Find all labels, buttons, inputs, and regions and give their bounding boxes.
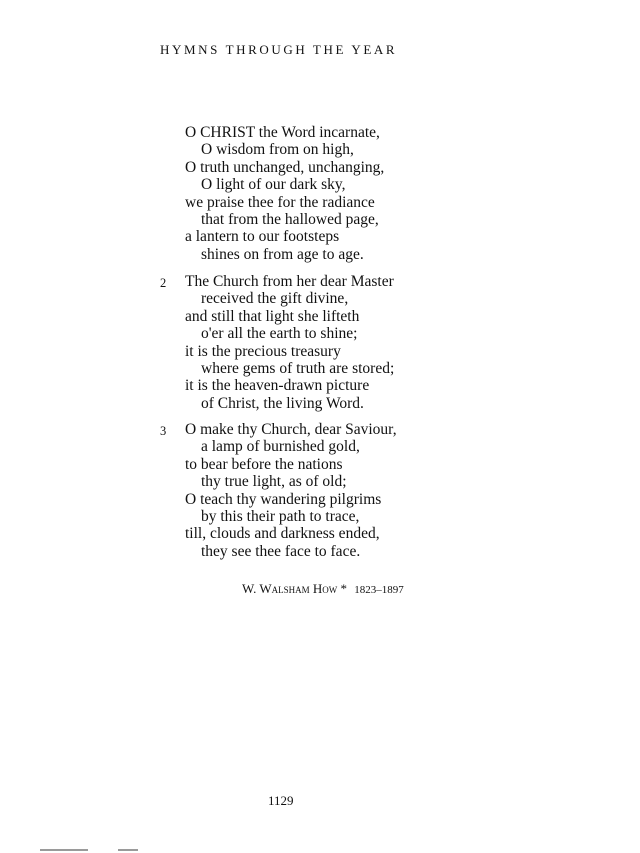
stanza-1	[185, 124, 384, 263]
verse-line: to bear before the nations	[185, 455, 343, 473]
verse-line: O wisdom from on high,	[201, 141, 354, 159]
verse-line: where gems of truth are stored;	[201, 359, 395, 377]
hymn-attribution	[242, 581, 404, 597]
verse-line: they see thee face to face.	[201, 542, 361, 560]
verse-line: shines on from age to age.	[201, 245, 364, 263]
verse-line: O light of our dark sky,	[201, 176, 346, 194]
verse-line: that from the hallowed page,	[201, 210, 379, 228]
verse-line: O teach thy wandering pilgrims	[185, 490, 382, 508]
verse-line: we praise thee for the radiance	[185, 193, 375, 211]
verse-line: a lamp of burnished gold,	[201, 438, 360, 456]
scan-edge-mark	[118, 849, 138, 851]
verse-line: O truth unchanged, unchanging,	[185, 158, 385, 176]
verse-line: O make thy Church, dear Saviour,	[185, 421, 397, 438]
verse-line: and still that light she lifteth	[185, 307, 360, 325]
running-header: HYMNS THROUGH THE YEAR	[160, 42, 398, 57]
author-name: W. Walsham How	[242, 581, 338, 596]
verse-line: received the gift divine,	[201, 290, 349, 308]
verse-line: a lantern to our footsteps	[185, 228, 340, 246]
verse-line: thy true light, as of old;	[201, 473, 347, 491]
verse-line: of Christ, the living Word.	[201, 394, 364, 412]
verse-line: it is the precious treasury	[185, 342, 341, 360]
author-dates: 1823–1897	[354, 584, 404, 596]
verse-line: The Church from her dear Master	[185, 273, 394, 290]
page-number: 1129	[268, 793, 294, 808]
stanza-number: 2	[160, 276, 167, 290]
verse-line: it is the heaven-drawn picture	[185, 377, 370, 395]
attribution-mark: *	[340, 581, 347, 596]
stanza-2	[160, 273, 395, 412]
stanza-number: 3	[160, 424, 167, 438]
verse-line: o'er all the earth to shine;	[201, 325, 358, 343]
stanza-3	[160, 421, 397, 560]
verse-line: till, clouds and darkness ended,	[185, 525, 380, 543]
verse-line: O CHRIST the Word incarnate,	[185, 124, 380, 141]
scan-edge-mark	[40, 849, 88, 851]
verse-line: by this their path to trace,	[201, 507, 360, 525]
